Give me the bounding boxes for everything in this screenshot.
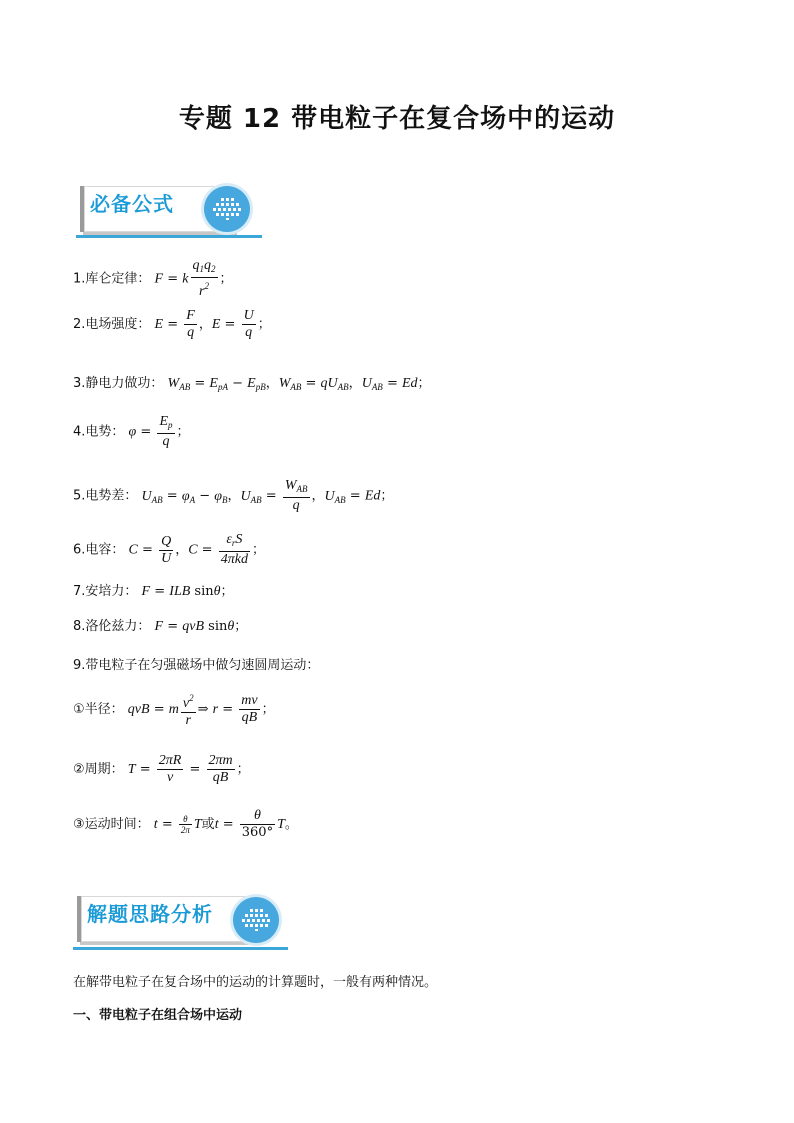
formula-lorentz: 8.洛伦兹力： F = qvB sinθ； [73, 619, 248, 634]
grid-icon [204, 186, 250, 232]
section-banner-analysis [73, 890, 293, 950]
intro-paragraph: 在解带电粒子在复合场中的运动的计算题时，一般有两种情况。 [73, 975, 438, 990]
grid-icon [233, 897, 279, 943]
formula-work: 3.静电力做功： $W_{AB} = E_{pA} - E_{pB}$，$W_{AB} = qU_{AB}$，$U_{AB} = Ed$； [73, 376, 431, 392]
formula-circular-motion: 9.带电粒子在匀强磁场中做匀速圆周运动： [73, 658, 320, 673]
formula-coulomb: 1.库仑定律： F = k $\frac{q_1q_2}{r^2}$ ； [73, 258, 233, 299]
formula-ampere: 7.安培力： F = ILB sinθ； [73, 584, 234, 599]
formula-potential: 4.电势： φ = $\frac{E_p}{q}$ ； [73, 414, 190, 449]
page-title: 专题 12 带电粒子在复合场中的运动 [178, 104, 616, 134]
formula-period: ②周期： T = $\frac{2\pi R}{v}$ = $\frac{2\pi m}{qB}$ ； [73, 753, 250, 785]
section-banner-formulas [76, 180, 266, 240]
section-heading: 一、带电粒子在组合场中运动 [73, 1008, 243, 1023]
formula-time: ③运动时间： t = $\frac{\theta}{2\pi}$ T或t = $\frac{\theta}{360^\circ}$ T。 [73, 808, 298, 840]
formula-field-strength: 2.电场强度： E = $\frac{F}{q}$ ，E = $\frac{U}{q}$ ； [73, 308, 271, 340]
formula-potential-difference: 5.电势差： $U_{AB} = \varphi_A - \varphi_B$，$U_{AB}$ = $\frac{W_{AB}}{q}$ ，$U_{AB} = Ed$； [73, 478, 394, 513]
section-label: 必备公式 [90, 192, 174, 216]
formula-capacitance: 6.电容： C = $\frac{Q}{U}$ ，C = $\frac{\varepsilon_rS}{\text{4πkd}}$ ； [73, 532, 265, 567]
formula-radius: ①半径： qvB = m $\frac{v^2}{r}$ ⇒ r = $\frac{mv}{qB}$ ； [73, 690, 275, 729]
section-label: 解题思路分析 [87, 902, 213, 926]
